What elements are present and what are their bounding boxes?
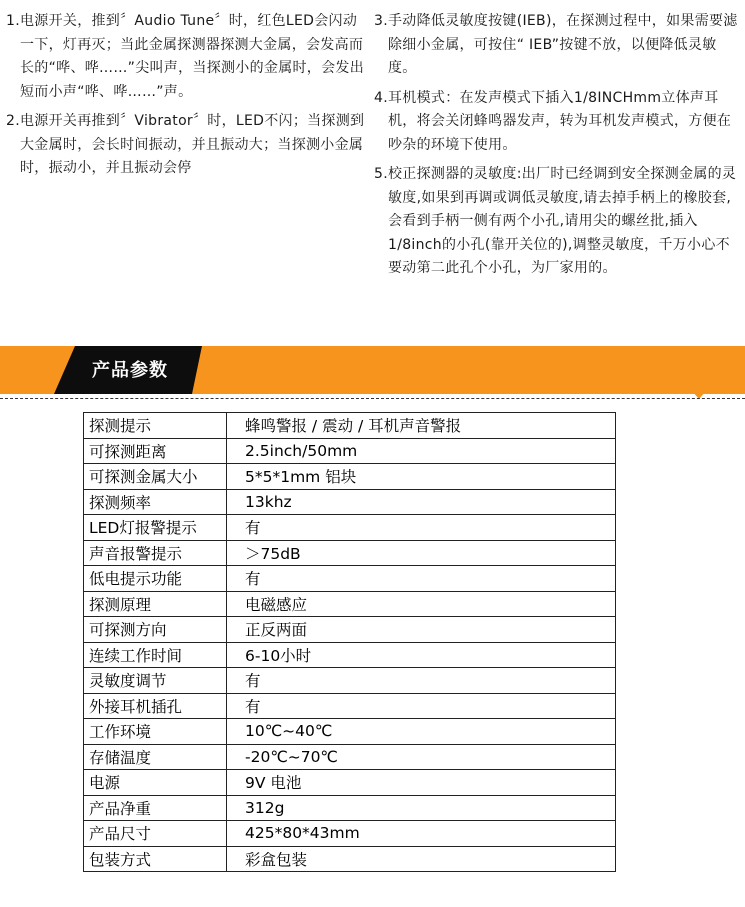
spec-label: 工作环境 [84, 719, 227, 745]
instruction-item [374, 87, 738, 158]
spec-value: ＞75dB [227, 540, 616, 566]
spec-row [84, 489, 616, 515]
spec-label: 外接耳机插孔 [84, 693, 227, 719]
spec-label: 产品尺寸 [84, 821, 227, 847]
spec-row [84, 744, 616, 770]
instruction-number: 2. [6, 113, 20, 129]
instruction-item [6, 110, 368, 181]
instruction-item [374, 163, 738, 281]
spec-label: 可探测金属大小 [84, 464, 227, 490]
spec-value: 有 [227, 668, 616, 694]
spec-row [84, 617, 616, 643]
spec-value: 9V 电池 [227, 770, 616, 796]
spec-value: 10℃~40℃ [227, 719, 616, 745]
spec-row [84, 413, 616, 439]
spec-row [84, 668, 616, 694]
spec-value: 正反两面 [227, 617, 616, 643]
spec-label: 探测频率 [84, 489, 227, 515]
spec-row [84, 693, 616, 719]
instruction-number: 5. [374, 166, 388, 182]
spec-row [84, 591, 616, 617]
spec-value: -20℃~70℃ [227, 744, 616, 770]
instruction-text: 电源开关再推到〞Vibrator〞时，LED不闪；当探测到大金属时，会长时间振动，并且振动大；当探测小金属时，振动小，并且振动会停 [20, 113, 365, 176]
spec-value: 有 [227, 566, 616, 592]
dashed-divider [0, 398, 745, 399]
section-title: 产品参数 [92, 360, 168, 381]
banner-right-accent [192, 346, 745, 394]
spec-row [84, 719, 616, 745]
spec-label: 产品净重 [84, 795, 227, 821]
spec-label: 存储温度 [84, 744, 227, 770]
spec-label: 连续工作时间 [84, 642, 227, 668]
instruction-number: 3. [374, 13, 388, 29]
spec-row [84, 846, 616, 872]
spec-row [84, 642, 616, 668]
instruction-text: 电源开关，推到〞Audio Tune〞时，红色LED会闪动一下，灯再灭；当此金属探测器探测大金属，会发高而长的“哗、哗……”尖叫声，当探测小的金属时，会发出短而小声“哗、哗……”声。 [20, 13, 365, 100]
spec-table [83, 412, 616, 872]
instruction-item [374, 10, 738, 81]
spec-label: 探测原理 [84, 591, 227, 617]
spec-label: 包装方式 [84, 846, 227, 872]
spec-value: 2.5inch/50mm [227, 438, 616, 464]
spec-label: 声音报警提示 [84, 540, 227, 566]
spec-label: 低电提示功能 [84, 566, 227, 592]
instruction-text: 手动降低灵敏度按键(IEB)，在探测过程中，如果需要滤除细小金属，可按住“ IEB”按键不放，以便降低灵敏度。 [388, 13, 738, 76]
instruction-number: 4. [374, 89, 388, 106]
spec-value: 电磁感应 [227, 591, 616, 617]
spec-value: 蜂鸣警报 / 震动 / 耳机声音警报 [227, 413, 616, 439]
instructions-right-column [374, 10, 738, 281]
spec-label: 灵敏度调节 [84, 668, 227, 694]
spec-row [84, 464, 616, 490]
instruction-number: 1. [6, 13, 20, 29]
spec-row [84, 821, 616, 847]
spec-row [84, 515, 616, 541]
instructions-section [0, 10, 745, 365]
spec-row [84, 770, 616, 796]
spec-label: LED灯报警提示 [84, 515, 227, 541]
instruction-text: 耳机模式：在发声模式下插入1/8INCHmm立体声耳机，将会关闭蜂鸣器发声，转为耳机发声模式，方便在吵杂的环境下使用。 [388, 89, 732, 153]
spec-value: 有 [227, 693, 616, 719]
spec-label: 可探测方向 [84, 617, 227, 643]
spec-value: 有 [227, 515, 616, 541]
spec-label: 可探测距离 [84, 438, 227, 464]
spec-label: 探测提示 [84, 413, 227, 439]
spec-value: 425*80*43mm [227, 821, 616, 847]
spec-row [84, 795, 616, 821]
spec-value: 5*5*1mm 铝块 [227, 464, 616, 490]
instruction-text: 校正探测器的灵敏度:出厂时已经调到安全探测金属的灵敏度,如果到再调或调低灵敏度,请去掉手柄上的橡胶套,会看到手柄一侧有两个小孔,请用尖的螺丝批,插入1/8inch的小孔(靠开关位的),调整灵敏度，千万小心不要动第二此孔个小孔，为厂家用的。 [388, 166, 737, 276]
spec-value: 6-10小时 [227, 642, 616, 668]
spec-row [84, 540, 616, 566]
spec-value: 312g [227, 795, 616, 821]
spec-row [84, 438, 616, 464]
spec-row [84, 566, 616, 592]
section-banner [0, 346, 745, 401]
instruction-item [6, 10, 368, 104]
spec-value: 13khz [227, 489, 616, 515]
instructions-left-column [6, 10, 368, 181]
spec-label: 电源 [84, 770, 227, 796]
spec-value: 彩盒包装 [227, 846, 616, 872]
